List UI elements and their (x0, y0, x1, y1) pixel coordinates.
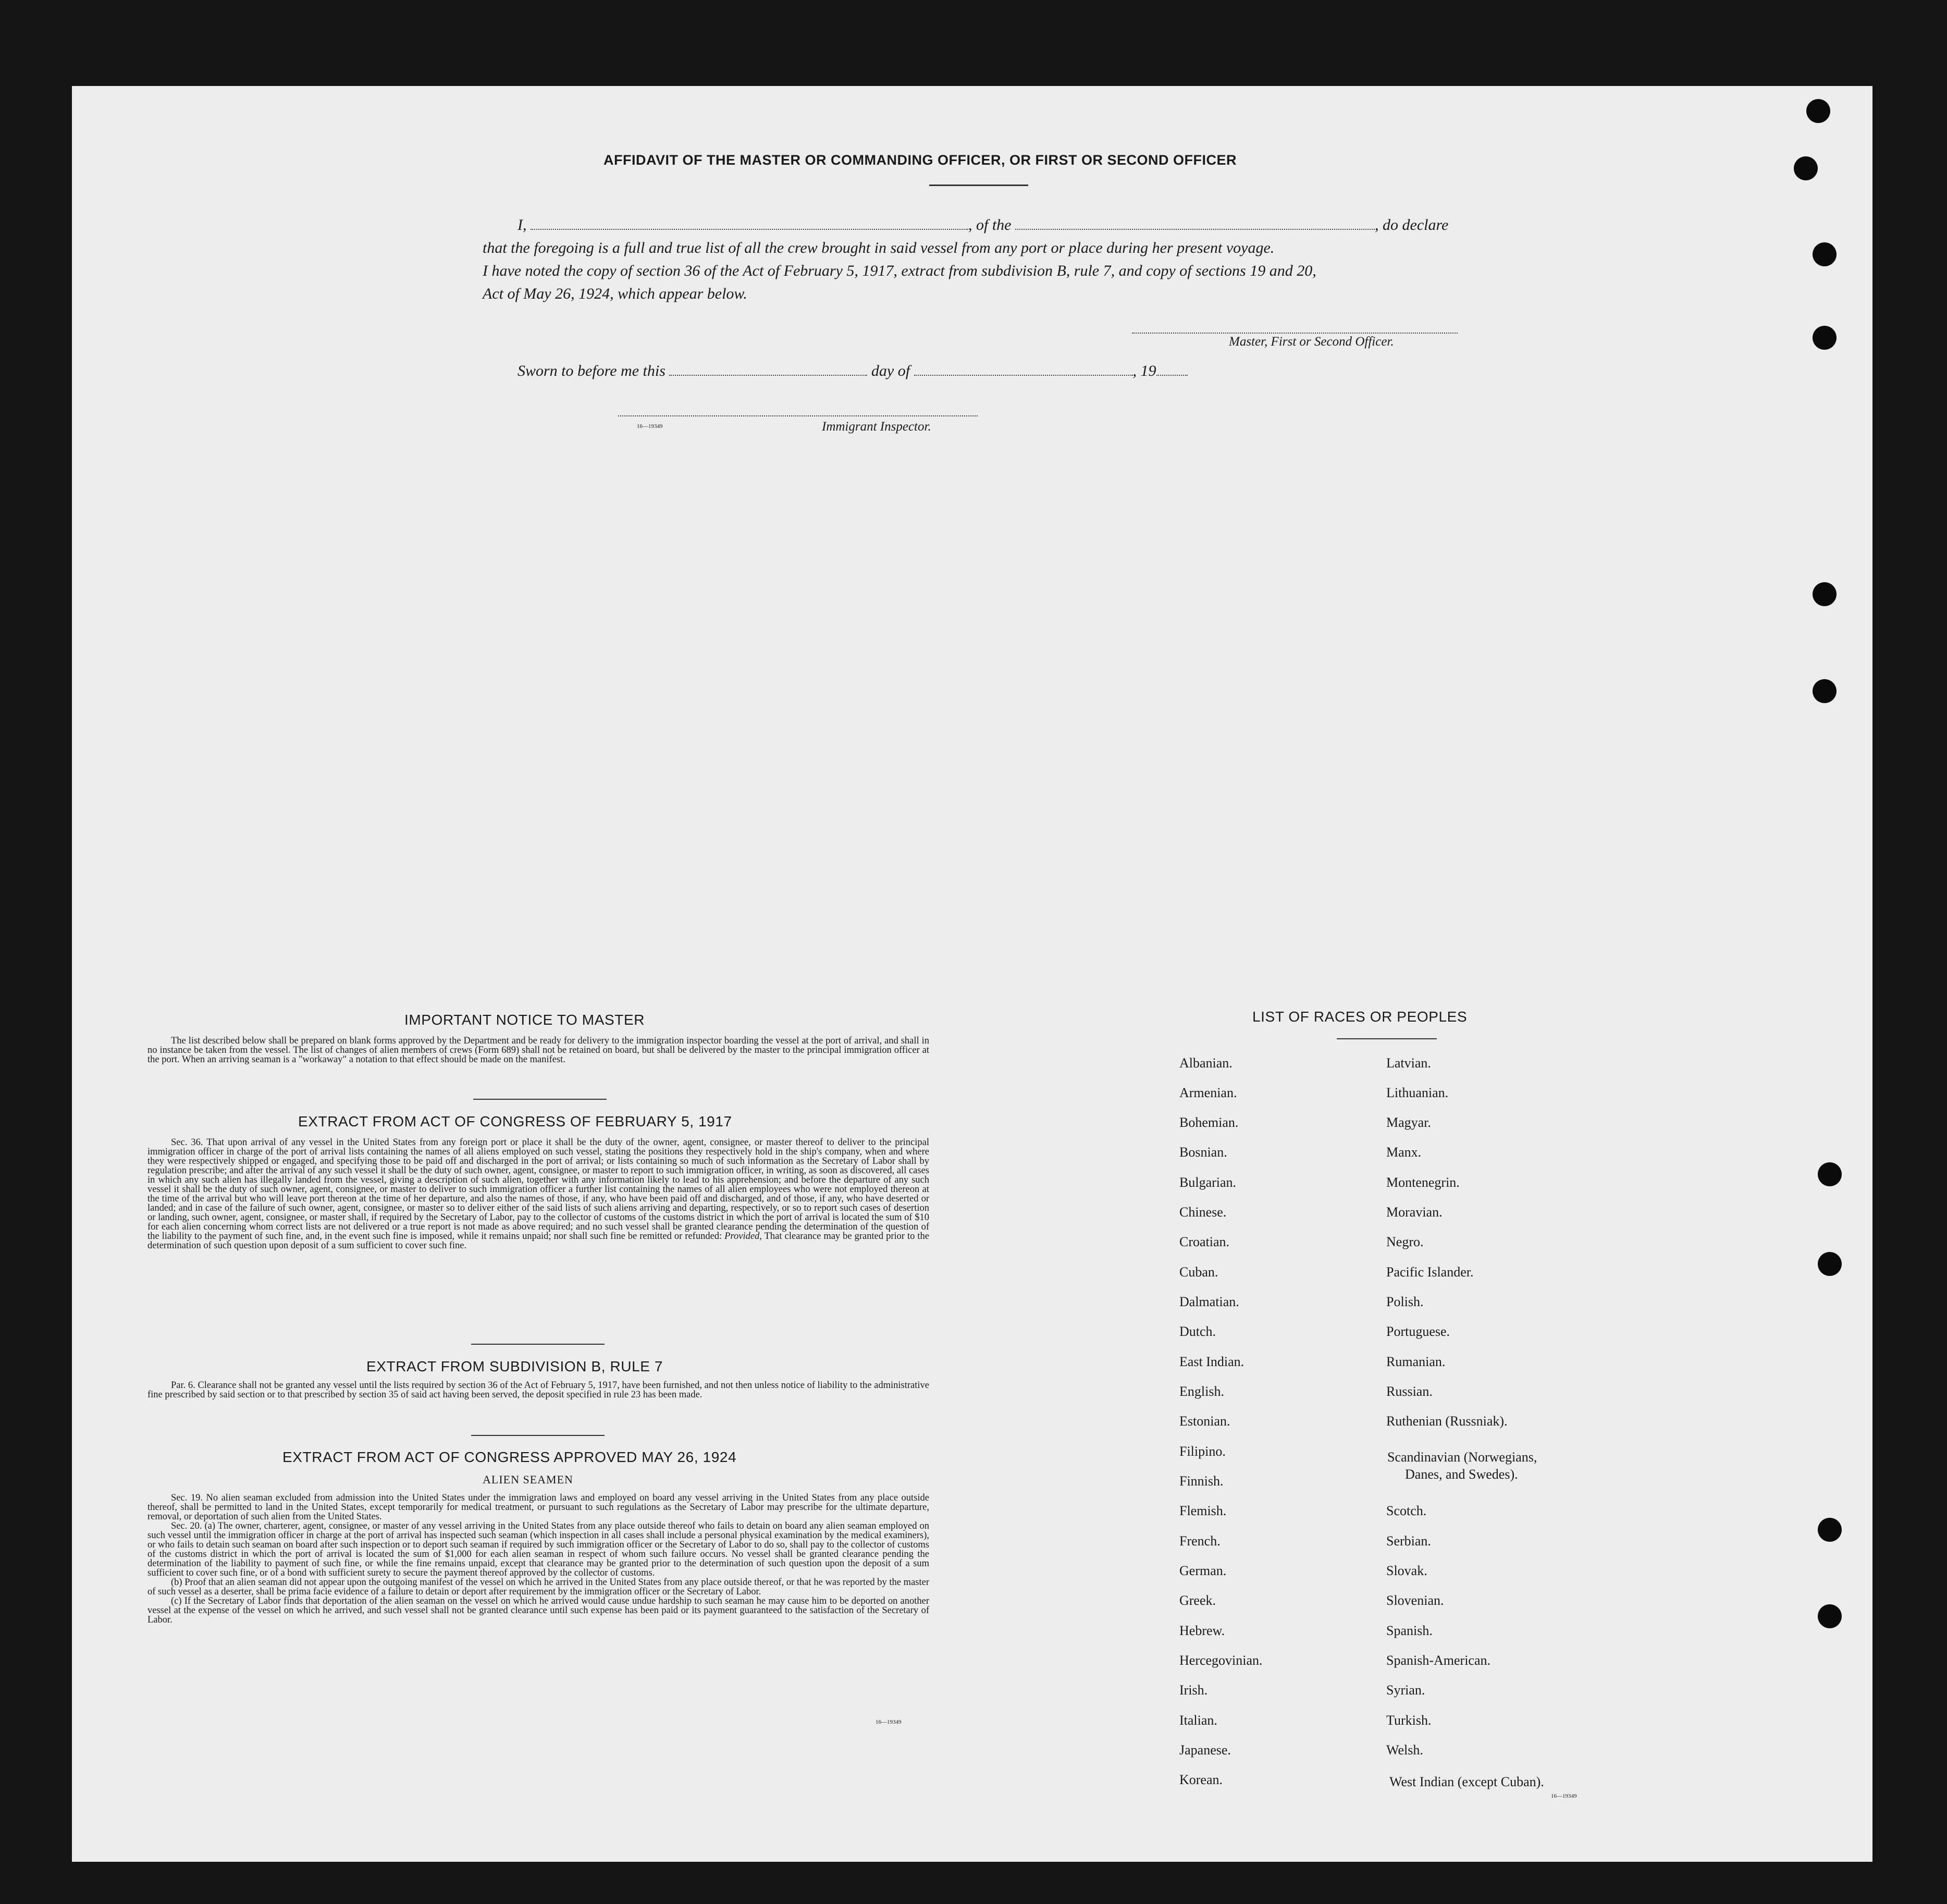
race-item: Rumanian. (1386, 1354, 1446, 1369)
extract-1924-title: EXTRACT FROM ACT OF CONGRESS APPROVED MAY 26, 1924 (282, 1449, 737, 1465)
race-item: Bohemian. (1179, 1115, 1239, 1130)
affidavit-title: AFFIDAVIT OF THE MASTER OR COMMANDING OFFICER, OR FIRST OR SECOND OFFICER (603, 152, 1237, 168)
race-item: German. (1179, 1563, 1227, 1578)
inspector-signature-line[interactable] (618, 415, 978, 416)
binder-hole (1818, 1252, 1842, 1276)
race-item: Manx. (1386, 1145, 1422, 1160)
extract-1917-body (147, 1138, 929, 1250)
form-number: 16—19349 (876, 1719, 902, 1725)
race-item: Irish. (1179, 1682, 1208, 1698)
race-item: Russian. (1386, 1384, 1433, 1399)
race-item: Serbian. (1386, 1533, 1431, 1549)
affidavit-i: I, (517, 216, 527, 234)
race-item: Finnish. (1179, 1473, 1224, 1489)
race-item: Latvian. (1386, 1055, 1431, 1071)
race-item: Bosnian. (1179, 1145, 1227, 1160)
race-item: Scandinavian (Norwegians, (1387, 1450, 1537, 1465)
race-item: Flemish. (1179, 1503, 1227, 1518)
races-title: LIST OF RACES OR PEOPLES (1252, 1009, 1468, 1025)
section-rule (471, 1344, 605, 1345)
affidavit-of-the: , of the (968, 216, 1012, 234)
race-item: Portuguese. (1386, 1324, 1450, 1339)
master-signature-line[interactable] (1132, 333, 1458, 334)
binder-hole (1818, 1162, 1842, 1186)
vessel-blank[interactable] (1015, 229, 1375, 230)
race-item: Montenegrin. (1386, 1175, 1460, 1190)
form-number: 16—19349 (1551, 1793, 1577, 1799)
binder-hole (1794, 156, 1818, 180)
binder-hole (1818, 1604, 1842, 1628)
extract-1917-title: EXTRACT FROM ACT OF CONGRESS OF FEBRUARY 5, 1917 (298, 1113, 732, 1129)
race-item: Negro. (1386, 1234, 1424, 1249)
race-item: Slovenian. (1386, 1593, 1444, 1608)
race-item: Danes, and Swedes). (1405, 1467, 1518, 1482)
race-item: Hercegovinian. (1179, 1653, 1263, 1668)
race-item: Korean. (1179, 1772, 1223, 1787)
master-label: Master, First or Second Officer. (1229, 335, 1394, 349)
form-number: 16—19349 (637, 423, 663, 429)
race-item: Chinese. (1179, 1205, 1227, 1220)
affidavit-declare: , do declare (1375, 216, 1449, 234)
race-item: Filipino. (1179, 1444, 1226, 1459)
race-item: Albanian. (1179, 1055, 1233, 1071)
race-item: Moravian. (1386, 1205, 1443, 1220)
race-item: Turkish. (1386, 1713, 1432, 1728)
alien-seamen-subtitle: ALIEN SEAMEN (483, 1473, 573, 1486)
sec-36-paragraph (147, 1138, 929, 1250)
provided-word: Provided, (724, 1231, 762, 1242)
binder-hole (1813, 326, 1837, 350)
race-item: Bulgarian. (1179, 1175, 1237, 1190)
race-item: Cuban. (1179, 1264, 1218, 1280)
race-item: Italian. (1179, 1713, 1217, 1728)
notice-title: IMPORTANT NOTICE TO MASTER (404, 1012, 645, 1028)
sworn-line (517, 360, 1188, 383)
affidavit-line-3: I have noted the copy of section 36 of the Act of February 5, 1917, extract from subdivision B, rule 7, and copy of sections 19 and 20, (483, 262, 1316, 279)
race-item: Dutch. (1179, 1324, 1216, 1339)
affidavit-line-1 (517, 214, 1448, 237)
notice-paragraph: The list described below shall be prepared on blank forms approved by the Department and be ready for delivery to the immigration inspector boarding the vessel at the port of arrival, and shall in no instance be taken from the vessel. The list of changes of alien members of crews (Form 689) shall not be retained on board, but shall be delivered by the master to the principal immigration officer at the port. When an arriving seaman is a "workaway" a notation to that effect should be made on the manifest. (147, 1036, 929, 1065)
binder-hole (1818, 1518, 1842, 1542)
binder-hole (1806, 99, 1830, 123)
race-item: Polish. (1386, 1294, 1424, 1309)
race-item: East Indian. (1179, 1354, 1244, 1369)
race-item: Slovak. (1386, 1563, 1427, 1578)
month-blank[interactable] (914, 375, 1133, 376)
race-item: Greek. (1179, 1593, 1216, 1608)
race-item: Syrian. (1386, 1682, 1425, 1698)
race-item: Welsh. (1386, 1742, 1423, 1758)
day-blank[interactable] (669, 375, 867, 376)
sec-20c-paragraph: (c) If the Secretary of Labor finds that deportation of the alien seaman on the vessel on which he arrived would cause undue hardship to such seaman he may cause him to be deported on another vessel at the expense of the vessel on which he arrived, and such vessel shall not be granted clearance until such expense has been paid or its payment guaranteed to the satisfaction of the Secretary of Labor. (147, 1596, 929, 1625)
sec-19-paragraph: Sec. 19. No alien seaman excluded from admission into the United States under the immigration laws and employed on board any vessel arriving in the United States from any place outside thereof, shall be permitted to land in the United States, except temporarily for medical treatment, or pursuant to such regulations as the Secretary of Labor may prescribe for the ultimate departure, removal, or deportation of such alien from the United States. (147, 1493, 929, 1522)
race-item: Hebrew. (1179, 1623, 1225, 1638)
race-item: Spanish. (1386, 1623, 1433, 1638)
sworn-prefix: Sworn to before me this (517, 362, 666, 379)
sworn-year: , 19 (1132, 362, 1156, 379)
binder-hole (1813, 582, 1837, 606)
section-rule (471, 1435, 605, 1436)
race-item: Croatian. (1179, 1234, 1230, 1249)
sworn-day-of: day of (871, 362, 910, 379)
race-item: Lithuanian. (1386, 1085, 1449, 1100)
race-item: Magyar. (1386, 1115, 1431, 1130)
affidavit-line-2: that the foregoing is a full and true list of all the crew brought in said vessel from any port or place during her present voyage. (483, 239, 1275, 256)
year-blank[interactable] (1156, 375, 1188, 376)
race-item: Dalmatian. (1179, 1294, 1239, 1309)
sec-20a-paragraph: Sec. 20. (a) The owner, charterer, agent, consignee, or master of any vessel arriving in the United States from any place outside thereof who fails to detain on board any alien seaman employed on such vessel until the immigration officer in charge at the port of arrival has inspected such seaman (which inspection in all cases shall include a personal physical examination by the medical examiners), or who fails to detain such seaman on board after such inspection or to deport such seaman if required by such immigration officer or the Secretary of Labor to do so, shall pay to the collector of customs of the customs district in which the port of arrival is located the sum of $1,000 for each alien seaman in respect of whom such failure occurs. No vessel shall be granted clearance pending the determination of the liability to payment of such fine, or while the fine remains unpaid, except that clearance may be granted prior to the determination of such question upon the deposit of a sum sufficient to cover such fine, or of a bond with sufficient surety to secure the payment thereof approved by the collector of customs. (147, 1521, 929, 1578)
section-rule (473, 1099, 607, 1100)
sec-20b-paragraph: (b) Proof that an alien seaman did not appear upon the outgoing manifest of the vessel on which he arrived in the United States from any place outside thereof, or that he was reported by the master of such vessel as a deserter, shall be prima facie evidence of a failure to detain or deport after requirement by the immigration officer or the Secretary of Labor. (147, 1577, 929, 1597)
affidavit-line-4: Act of May 26, 1924, which appear below. (483, 285, 747, 302)
race-item: English. (1179, 1384, 1224, 1399)
race-item: Ruthenian (Russniak). (1386, 1414, 1508, 1429)
sec-36-label: Sec. 36. (171, 1137, 203, 1148)
race-item: Armenian. (1179, 1085, 1237, 1100)
binder-hole (1813, 679, 1837, 703)
sec-36-text: That upon arrival of any vessel in the United States from any foreign port or place it shall be the duty of the owner, agent, consignee, or master thereof to deliver to the principal immigration officer in charge of the port of arrival lists containing the names of all aliens employed on such vessel, stating the positions they respectively hold in the ship's company, when and where they were respectively shipped or engaged, and specifying those to be paid off and discharged in the port of arrival; or lists containing so much of such information as the Secretary of Labor shall by regulation prescribe; and after the arrival of any such vessel it shall be the duty of such owner, agent, consignee, or master to report to such immigration officer, in writing, as soon as discovered, all cases in which any such alien has illegally landed from the vessel, giving a description of such alien, together with any information likely to lead to his apprehension; and before the departure of any such vessel it shall be the duty of such owner, agent, consignee, or master to deliver to such immigration officer a further list containing the names of all alien employees who were not employed thereon at the time of the arrival but who will leave port thereon at the time of her departure, and also the names of those, if any, who have been paid off and discharged, and of those, if any, who have deserted or landed; and in case of the failure of such owner, agent, consignee, or master so to deliver either of the said lists of such aliens arriving and departing, respectively, or so to report such cases of desertion or landing, such owner, agent, consignee, or master shall, if required by the Secretary of Labor, pay to the collector of customs of the customs district in which the port of arrival is located the sum of $10 for each alien concerning whom correct lists are not delivered or a true report is not made as above required; and no such vessel shall be granted clearance pending the determination of the question of the liability to the payment of such fine, and, in the event such fine is imposed, while it remains unpaid; nor shall such fine be remitted or refunded: (147, 1137, 929, 1242)
race-item: French. (1179, 1533, 1221, 1549)
binder-hole (1813, 242, 1837, 266)
sec-36-end: That clearance may be granted prior to the determination of such question upon deposit of a sum sufficient to cover such fine. (147, 1231, 930, 1251)
inspector-label: Immigrant Inspector. (822, 420, 931, 434)
races-title-rule (1337, 1038, 1437, 1039)
title-rule (929, 185, 1028, 186)
notice-body (147, 1036, 929, 1064)
race-item: Estonian. (1179, 1414, 1230, 1429)
race-item: Spanish-American. (1386, 1653, 1491, 1668)
extract-1924-body (147, 1493, 929, 1625)
race-item: Japanese. (1179, 1742, 1231, 1758)
extract-rule7-body (147, 1381, 929, 1399)
extract-rule7-title: EXTRACT FROM SUBDIVISION B, RULE 7 (366, 1358, 663, 1374)
race-item: Pacific Islander. (1386, 1264, 1474, 1280)
race-item: Scotch. (1386, 1503, 1427, 1518)
race-item: West Indian (except Cuban). (1389, 1774, 1544, 1789)
rule7-paragraph: Par. 6. Clearance shall not be granted any vessel until the lists required by section 36 of the Act of February 5, 1917, have been furnished, and not then unless notice of liability to the administrative fine prescribed by said section or to that prescribed by section 35 of said act having been served, the deposit specified in rule 23 has been made. (147, 1380, 929, 1400)
name-blank[interactable] (531, 229, 968, 230)
